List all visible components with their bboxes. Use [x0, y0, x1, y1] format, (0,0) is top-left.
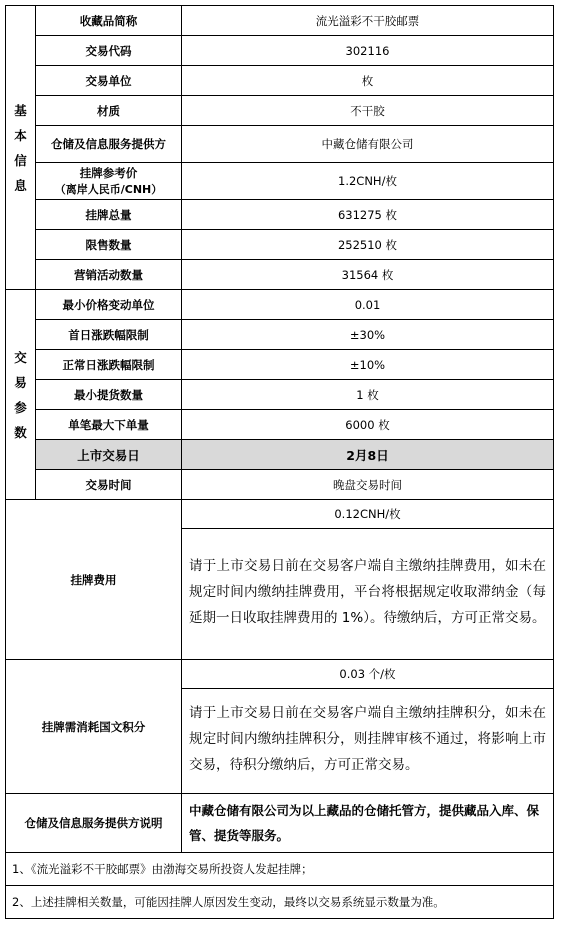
row-label-min-tick: 最小价格变动单位: [36, 290, 182, 320]
row-label-storage-provider: 仓储及信息服务提供方: [36, 126, 182, 163]
row-value-max-order: 6000 枚: [182, 410, 554, 440]
row-label-trade-code: 交易代码: [36, 36, 182, 66]
row-value-min-tick: 0.01: [182, 290, 554, 320]
row-value-storage-provider: 中藏仓储有限公司: [182, 126, 554, 163]
row-label-provider-note: 仓储及信息服务提供方说明: [6, 794, 182, 853]
row-label-reference-price-unit: （离岸人民币/CNH）: [54, 183, 163, 196]
row-value-first-day-limit: ±30%: [182, 320, 554, 350]
row-label-first-day-limit: 首日涨跌幅限制: [36, 320, 182, 350]
row-label-reference-price: 挂牌参考价 （离岸人民币/CNH）: [36, 163, 182, 200]
row-label-restricted-quantity: 限售数量: [36, 230, 182, 260]
section-label-basic-info: 基 本 信 息: [6, 6, 36, 290]
row-label-trading-hours: 交易时间: [36, 470, 182, 500]
row-label-min-pickup: 最小提货数量: [36, 380, 182, 410]
row-label-collectible-name: 收藏品简称: [36, 6, 182, 36]
row-value-min-pickup: 1 枚: [182, 380, 554, 410]
row-value-trading-hours: 晚盘交易时间: [182, 470, 554, 500]
row-value-listing-date: 2月8日: [182, 440, 554, 470]
row-value-trade-code: 302116: [182, 36, 554, 66]
footnote-1: 1、《流光溢彩不干胶邮票》由渤海交易所投资人发起挂牌；: [6, 853, 554, 886]
row-label-marketing-quantity: 营销活动数量: [36, 260, 182, 290]
section-label-trade-params: 交 易 参 数: [6, 290, 36, 500]
row-value-trade-unit: 枚: [182, 66, 554, 96]
listing-points-description: 请于上市交易日前在交易客户端自主缴纳挂牌积分，如未在规定时间内缴纳挂牌积分，则挂牌审核不通过，将影响上市交易，待积分缴纳后，方可正常交易。: [182, 689, 554, 794]
row-label-listing-fee: 挂牌费用: [6, 500, 182, 660]
row-value-collectible-name: 流光溢彩不干胶邮票: [182, 6, 554, 36]
row-label-listing-points: 挂牌需消耗国文积分: [6, 660, 182, 794]
row-value-material: 不干胶: [182, 96, 554, 126]
row-value-normal-day-limit: ±10%: [182, 350, 554, 380]
row-value-total-listed: 631275 枚: [182, 200, 554, 230]
row-label-listing-date: 上市交易日: [36, 440, 182, 470]
row-value-listing-fee: 0.12CNH/枚: [182, 500, 554, 529]
row-label-trade-unit: 交易单位: [36, 66, 182, 96]
row-label-total-listed: 挂牌总量: [36, 200, 182, 230]
row-label-material: 材质: [36, 96, 182, 126]
row-label-normal-day-limit: 正常日涨跌幅限制: [36, 350, 182, 380]
provider-description: 中藏仓储有限公司为以上藏品的仓储托管方，提供藏品入库、保管、提货等服务。: [182, 794, 554, 853]
row-value-reference-price: 1.2CNH/枚: [182, 163, 554, 200]
row-label-max-order: 单笔最大下单量: [36, 410, 182, 440]
listing-fee-description: 请于上市交易日前在交易客户端自主缴纳挂牌费用，如未在规定时间内缴纳挂牌费用，平台将根据规定收取滞纳金（每延期一日收取挂牌费用的 1%）。待缴纳后，方可正常交易。: [182, 529, 554, 660]
row-value-marketing-quantity: 31564 枚: [182, 260, 554, 290]
row-value-listing-points: 0.03 个/枚: [182, 660, 554, 689]
listing-info-table: [5, 5, 554, 919]
row-value-restricted-quantity: 252510 枚: [182, 230, 554, 260]
footnote-2: 2、上述挂牌相关数量，可能因挂牌人原因发生变动，最终以交易系统显示数量为准。: [6, 886, 554, 919]
